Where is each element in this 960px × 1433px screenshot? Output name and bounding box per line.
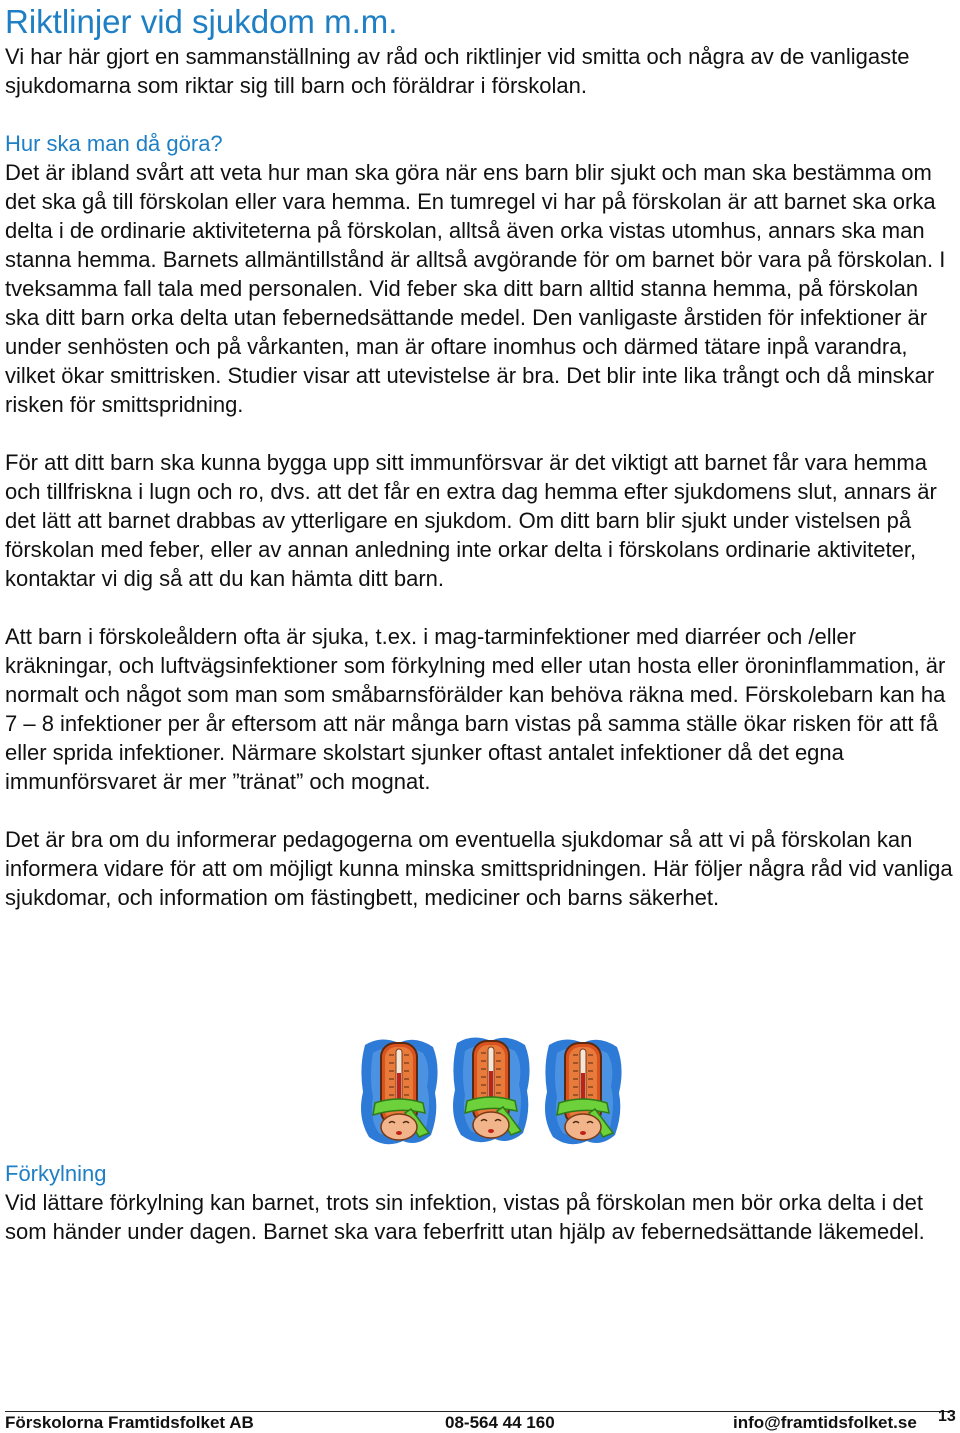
document-page — [5, 0, 955, 912]
intro-paragraph: Vi har här gjort en sammanställning av råd och riktlinjer vid smitta och några av de vanligaste sjukdomarna som riktar sig till barn och föräldrar i förskolan. — [5, 44, 910, 98]
thermometer-illustration — [355, 1033, 625, 1147]
paragraph-cold: Vid lättare förkylning kan barnet, trots sin infektion, vistas på förskolan men bör orka delta i det som händer under dagen. Barnet ska vara feberfritt utan hjälp av febernedsättande läkemedel. — [5, 1190, 925, 1244]
paragraph-infections: Att barn i förskoleåldern ofta är sjuka, t.ex. i mag-tarminfektioner med diarréer och /eller kräkningar, och luftvägsinfektioner som förkylning med eller utan hosta eller öroninflammation, är normalt och något som man som småbarnsförälder kan behöva räkna med. Förskolebarn kan ha 7 – 8 infektioner per år eftersom att när många barn vistas på samma ställe ökar risken för att få eller sprida infektioner. Närmare skolstart sjunker oftast antalet infektioner då det egna immunförsvaret är mer ”tränat” och mognat. — [5, 624, 946, 794]
paragraph-immune: För att ditt barn ska kunna bygga upp sitt immunförsvar är det viktigt att barnet får vara hemma och tillfriskna i lugn och ro, dvs. att det får en extra dag hemma efter sjukdomens slut, annars är det lätt att barnet drabbas av ytterligare en sjukdom. Om ditt barn blir sjukt under vistelsen på förskolan med feber, eller av annan anledning inte orkar delta i förskolans ordinarie aktiviteter, kontaktar vi dig så att du kan hämta ditt barn. — [5, 450, 937, 591]
section-heading-cold: Förkylning — [5, 1161, 107, 1186]
paragraph-guidelines: Det är ibland svårt att veta hur man ska göra när ens barn blir sjukt och man ska bestämma om det ska gå till förskolan eller vara hemma. En tumregel vi har på förskolan är att barnet ska orka delta i de ordinarie aktiviteterna på förskolan, alltså även orka vistas utomhus, annars ska man stanna hemma. Barnets allmäntillstånd är alltså avgörande för om barnet bör vara på förskolan. I tveksamma fall tala med personalen. Vid feber ska ditt barn alltid stanna hemma, på förskolan ska ditt barn orka delta utan febernedsättande medel. Den vanligaste årstiden för infektioner är under senhösten och på vårkanten, man är oftare inomhus och därmed tätare inpå varandra, vilket ökar smittrisken. Studier visar att utevistelse är bra. Det blir inte lika trångt och då minskar risken för smittspridning. — [5, 160, 946, 417]
footer-phone: 08-564 44 160 — [445, 1413, 555, 1432]
section-heading-how: Hur ska man då göra? — [5, 131, 223, 156]
page-footer — [5, 1411, 955, 1433]
page-title: Riktlinjer vid sjukdom m.m. — [5, 3, 398, 40]
footer-email: info@framtidsfolket.se — [733, 1413, 917, 1432]
page-number: 13 — [938, 1408, 956, 1425]
footer-organization: Förskolorna Framtidsfolket AB — [5, 1413, 254, 1432]
paragraph-inform: Det är bra om du informerar pedagogerna om eventuella sjukdomar så att vi på förskolan kan informera vidare för att om möjligt kunna minska smittspridningen. Här följer några råd vid vanliga sjukdomar, och information om fästingbett, mediciner och barns säkerhet. — [5, 827, 953, 910]
